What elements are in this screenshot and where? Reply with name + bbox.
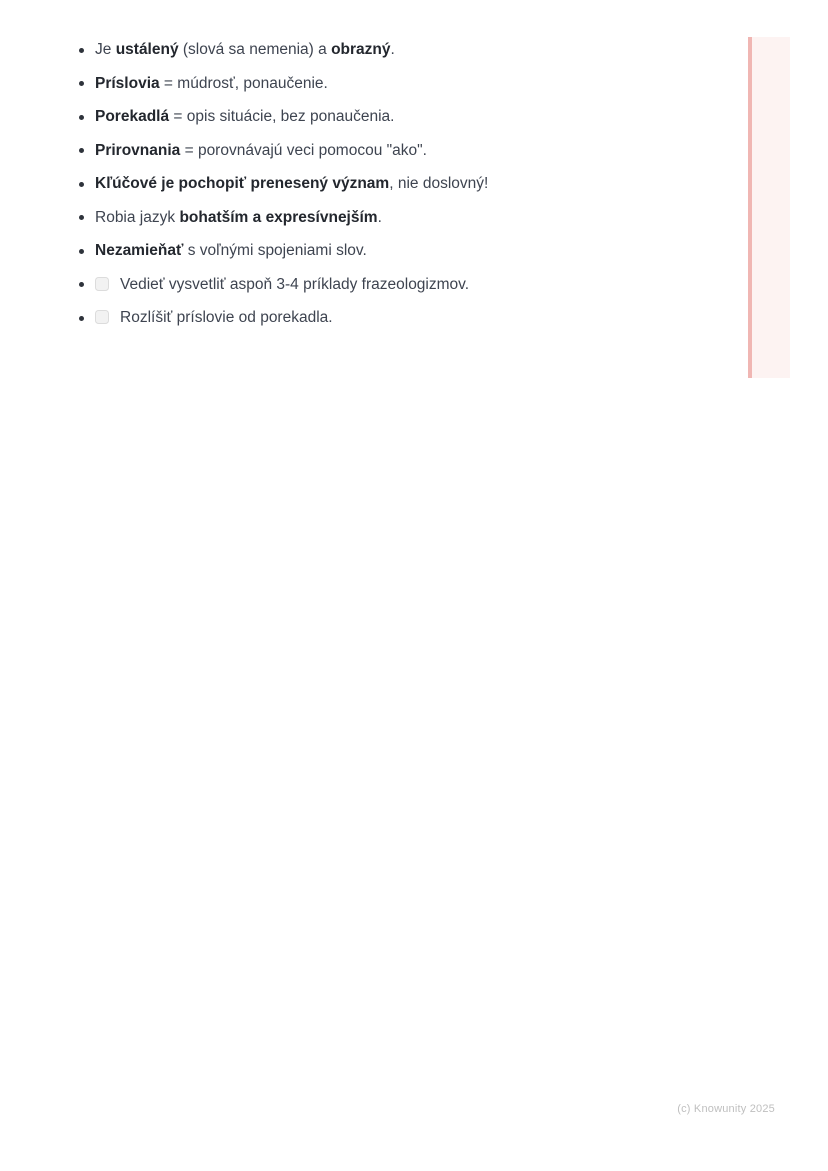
list-item bbox=[95, 241, 715, 261]
list-item-text: (slová sa nemenia) a bbox=[178, 41, 332, 58]
list-item-text: Vedieť vysvetliť aspoň 3-4 príklady frazeologizmov. bbox=[120, 275, 470, 293]
list-item-text: = opis situácie, bez ponaučenia. bbox=[169, 108, 395, 125]
footer-copyright: (c) Knowunity 2025 bbox=[677, 1103, 775, 1115]
list-item-text-bold: obrazný bbox=[331, 41, 391, 58]
todo-checkbox[interactable] bbox=[95, 277, 109, 291]
list-item bbox=[95, 141, 715, 161]
list-item-text: = porovnávajú veci pomocou "ako". bbox=[180, 141, 427, 159]
list-item bbox=[95, 275, 715, 295]
list-item-text-bold: bohatším a expresívnejším bbox=[179, 208, 378, 226]
list-item-text-bold: Nezamieňať bbox=[95, 242, 184, 259]
list-item-text: = múdrosť, ponaučenie. bbox=[159, 74, 328, 92]
list-item-text-bold: Prirovnania bbox=[95, 141, 181, 159]
list-item-text-bold: Príslovia bbox=[95, 74, 160, 92]
list-item-text-bold: ustálený bbox=[115, 41, 179, 58]
list-item bbox=[95, 174, 715, 194]
list-item bbox=[95, 40, 715, 60]
list-item-text: Robia jazyk bbox=[95, 208, 180, 226]
list-item-text: , nie doslovný! bbox=[389, 175, 489, 192]
list-item bbox=[95, 208, 715, 228]
list-item-text: . bbox=[390, 41, 395, 58]
list-item-text-bold: Kľúčové je pochopiť prenesený význam bbox=[95, 175, 390, 192]
list-item bbox=[95, 308, 715, 328]
list-item bbox=[95, 74, 715, 94]
list-item-text: s voľnými spojeniami slov. bbox=[183, 242, 367, 259]
todo-checkbox[interactable] bbox=[95, 310, 109, 324]
highlight-panel bbox=[748, 37, 790, 378]
list-item bbox=[95, 107, 715, 127]
list-item-text: . bbox=[377, 208, 382, 226]
list-item-text: Je bbox=[95, 41, 116, 58]
note-list bbox=[95, 40, 715, 342]
list-item-text-bold: Porekadlá bbox=[95, 108, 170, 125]
list-item-text: Rozlíšiť príslovie od porekadla. bbox=[120, 309, 333, 326]
